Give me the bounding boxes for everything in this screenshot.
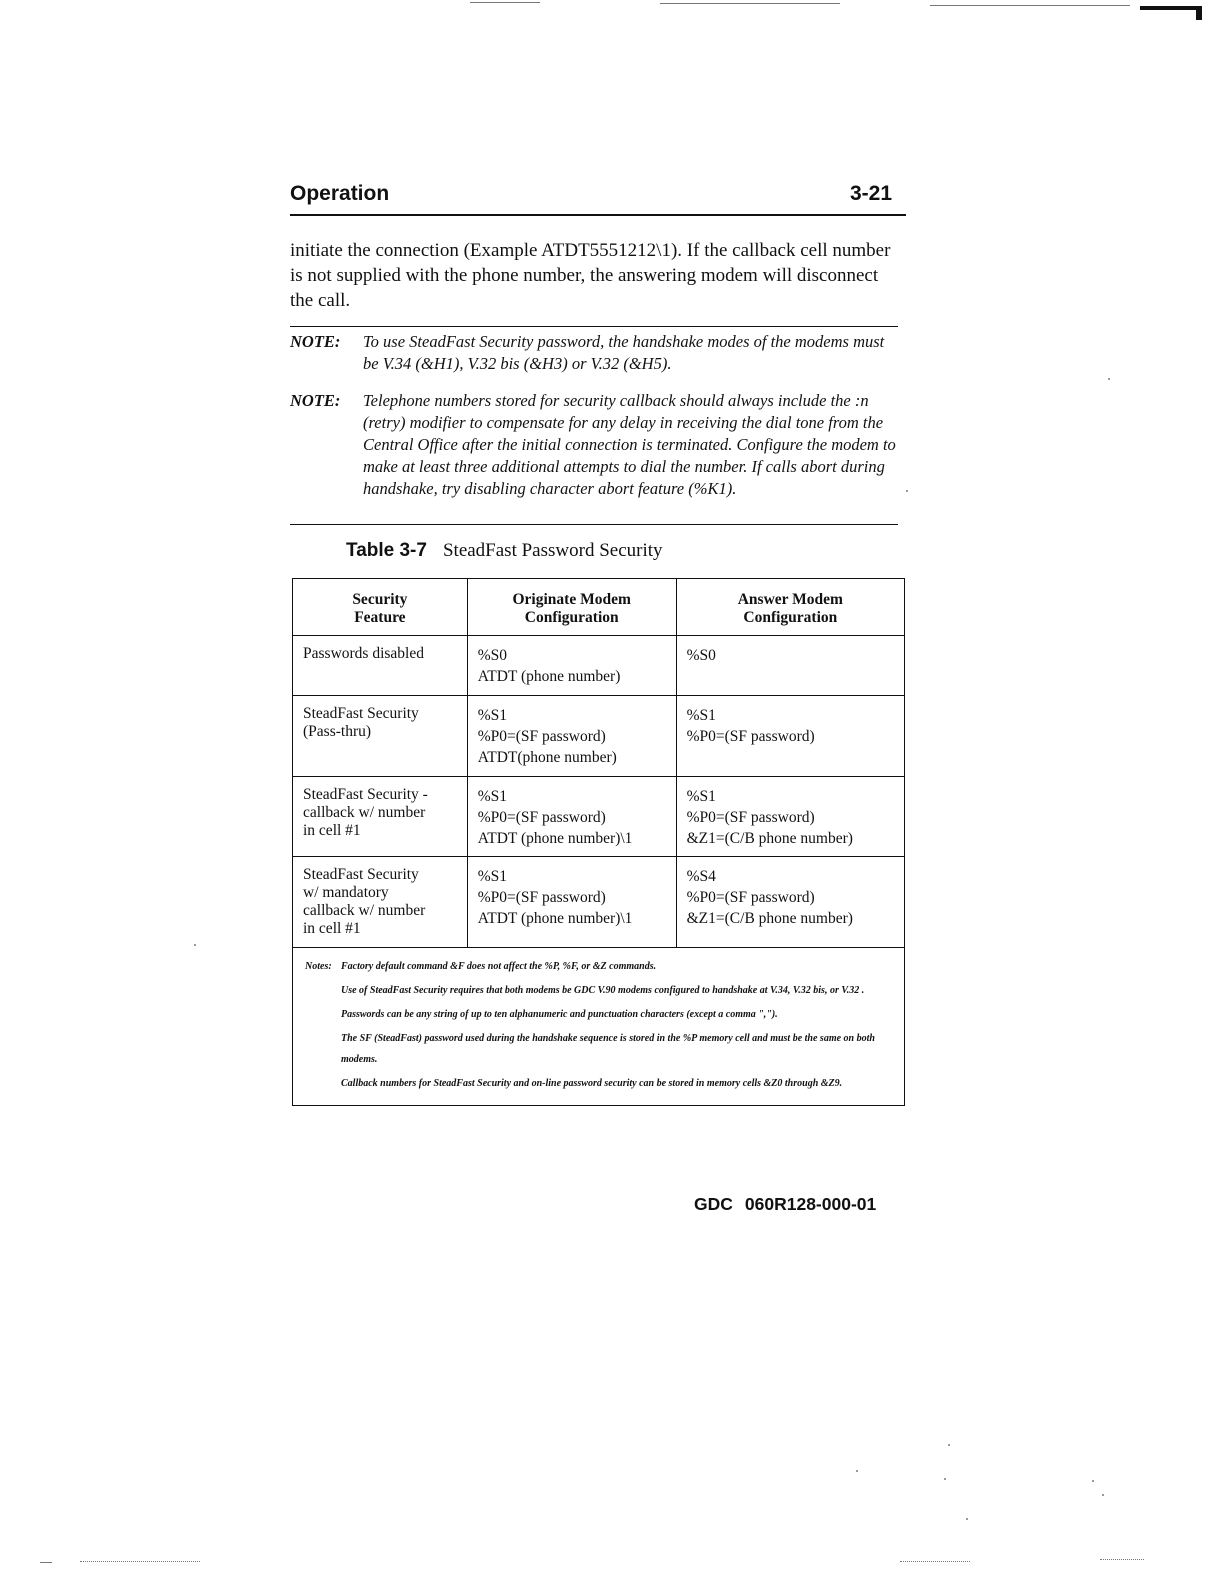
page-number: 3-21 <box>849 182 892 205</box>
table-caption <box>346 540 663 562</box>
table-note: Use of SteadFast Security requires that both modems be GDC V.90 modems configured to handshake at V.34, V.32 bis, or V.32 . <box>341 985 865 996</box>
notes-label: Notes: <box>305 961 332 972</box>
originate-cell: %S1 %P0=(SF password) ATDT(phone number) <box>467 696 676 777</box>
scan-artifact <box>1196 6 1202 20</box>
table-notes-row <box>293 948 905 1106</box>
page-header <box>290 180 906 216</box>
scan-artifact <box>660 3 840 4</box>
table-note: The SF (SteadFast) password used during the handshake sequence is stored in the %P memory cell and must be the same on both modems. <box>341 1033 875 1065</box>
footer-company: GDC <box>694 1194 733 1214</box>
scan-speck <box>948 1444 950 1446</box>
note-text: Telephone numbers stored for security callback should always include the :n (retry) modifier to compensate for any delay in receiving the dial tone from the Central Office after the initial connection is terminated. Configure the modem to make at least three additional attempts to dial the number. If calls abort during handshake, try disabling character abort feature (%K1). <box>363 391 896 498</box>
scan-speck <box>966 1518 968 1520</box>
table-row <box>293 696 905 777</box>
column-header: Security Feature <box>293 579 468 636</box>
column-header: Originate Modem Configuration <box>467 579 676 636</box>
note-text: To use SteadFast Security password, the handshake modes of the modems must be V.34 (&H1), V.32 bis (&H3) or V.32 (&H5). <box>363 332 885 373</box>
section-title: Operation <box>290 182 390 205</box>
scan-artifact <box>40 1562 52 1563</box>
scan-speck <box>1092 1480 1094 1482</box>
scan-speck <box>194 944 196 946</box>
feature-cell: SteadFast Security (Pass-thru) <box>293 696 468 777</box>
scan-speck <box>1102 1494 1104 1496</box>
scan-artifact <box>470 2 540 3</box>
scan-speck <box>906 490 908 492</box>
originate-cell: %S0 ATDT (phone number) <box>467 636 676 696</box>
originate-cell: %S1 %P0=(SF password) ATDT (phone number)\1 <box>467 777 676 857</box>
page-footer <box>694 1194 876 1215</box>
feature-cell: SteadFast Security w/ mandatory callback w/ number in cell #1 <box>293 857 468 948</box>
scan-artifact <box>930 5 1130 6</box>
body-paragraph: initiate the connection (Example ATDT5551212\1). If the callback cell number is not supplied with the phone number, the answering modem will disconnect the call. <box>290 240 891 311</box>
answer-cell: %S1 %P0=(SF password) &Z1=(C/B phone number) <box>676 777 904 857</box>
table-header-row <box>293 579 905 636</box>
steadfast-password-table <box>292 578 905 1106</box>
note-label: NOTE: <box>290 332 341 351</box>
answer-cell: %S4 %P0=(SF password) &Z1=(C/B phone number) <box>676 857 904 948</box>
scan-artifact <box>900 1561 970 1562</box>
note-label: NOTE: <box>290 391 341 410</box>
note-1 <box>290 331 900 375</box>
footer-doc-number: 060R128-000-01 <box>744 1194 877 1214</box>
column-header: Answer Modem Configuration <box>676 579 904 636</box>
table-row <box>293 857 905 948</box>
scan-speck <box>944 1478 946 1480</box>
table-row <box>293 636 905 696</box>
table-note: Callback numbers for SteadFast Security and on-line password security can be stored in memory cells &Z0 through &Z9. <box>341 1078 843 1089</box>
answer-cell: %S1 %P0=(SF password) <box>676 696 904 777</box>
table-notes <box>293 948 905 1106</box>
note-2 <box>290 390 900 500</box>
table-note: Factory default command &F does not affect the %P, %F, or &Z commands. <box>341 961 657 972</box>
note-bottom-rule <box>290 524 898 525</box>
scan-speck <box>856 1470 858 1472</box>
note-top-rule <box>290 326 898 327</box>
originate-cell: %S1 %P0=(SF password) ATDT (phone number)\1 <box>467 857 676 948</box>
scan-artifact <box>1140 6 1202 10</box>
table-number: Table 3-7 <box>346 540 427 561</box>
table-note: Passwords can be any string of up to ten alphanumeric and punctuation characters (except a comma ","). <box>341 1009 778 1020</box>
table-title: SteadFast Password Security <box>442 540 663 561</box>
table-row <box>293 777 905 857</box>
scan-artifact <box>1100 1559 1144 1560</box>
feature-cell: SteadFast Security - callback w/ number in cell #1 <box>293 777 468 857</box>
feature-cell: Passwords disabled <box>293 636 468 696</box>
scan-speck <box>1108 378 1110 380</box>
answer-cell: %S0 <box>676 636 904 696</box>
scan-artifact <box>80 1561 200 1562</box>
